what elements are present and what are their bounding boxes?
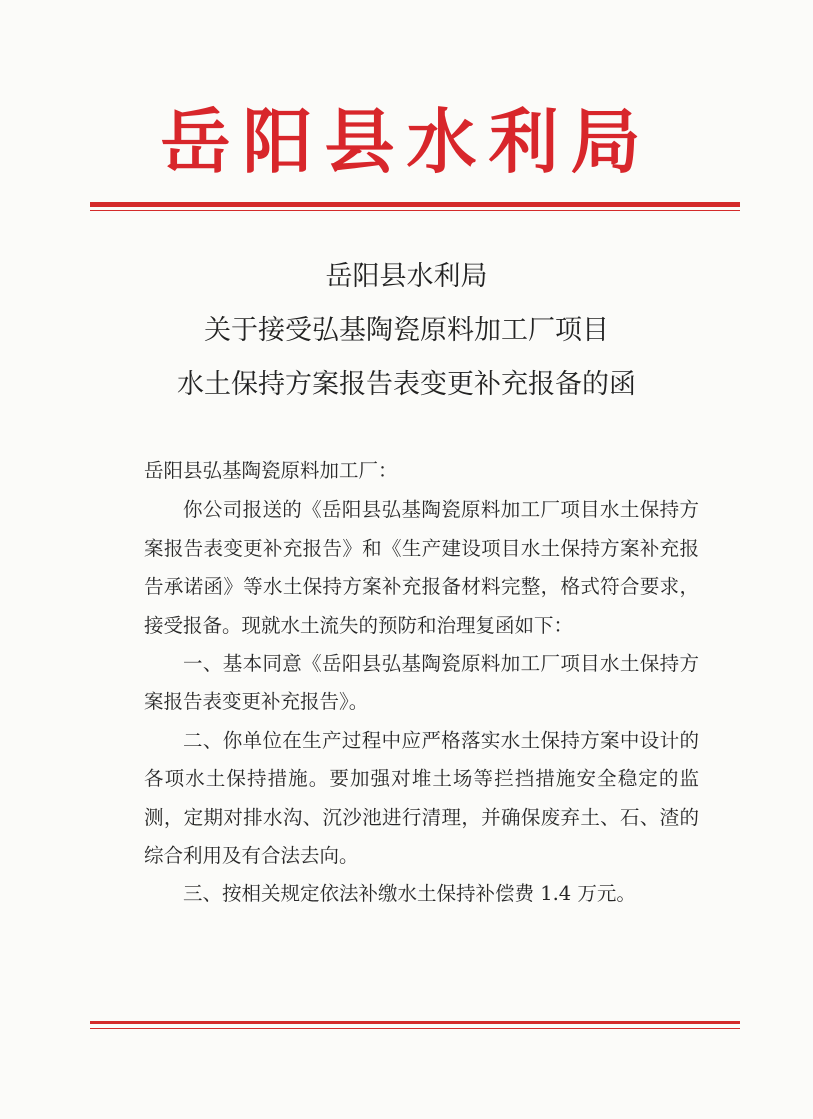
body-paragraph: 二、你单位在生产过程中应严格落实水土保持方案中设计的各项水土保持措施。要加强对堆土场等拦挡措施安全稳定的监测，定期对排水沟、沉沙池进行清理，并确保废弃土、石、渣的综合利用及有合法去向。 xyxy=(144,728,699,868)
header-rule-thick xyxy=(90,202,740,207)
letter-body xyxy=(144,452,699,914)
title-line-1: 岳阳县水利局 xyxy=(325,261,488,292)
title-line-3: 水土保持方案报告表变更补充报备的函 xyxy=(177,369,636,400)
document-title xyxy=(0,250,813,412)
organization-header: 岳阳县水利局 xyxy=(160,100,653,183)
body-paragraph: 三、按相关规定依法补缴水土保持补偿费 1.4 万元。 xyxy=(183,882,636,906)
title-line-2: 关于接受弘基陶瓷原料加工厂项目 xyxy=(204,315,609,346)
header-rule-thin xyxy=(90,210,740,211)
body-paragraph: 你公司报送的《岳阳县弘基陶瓷原料加工厂项目水土保持方案报告表变更补充报告》和《生产建设项目水土保持方案补充报告承诺函》等水土保持方案补充报备材料完整，格式符合要求，接受报备。现就水土流失的预防和治理复函如下： xyxy=(144,498,699,637)
footer-rule-thin xyxy=(90,1028,740,1029)
addressee: 岳阳县弘基陶瓷原料加工厂： xyxy=(144,459,398,482)
body-paragraph: 一、基本同意《岳阳县弘基陶瓷原料加工厂项目水土保持方案报告表变更补充报告》。 xyxy=(144,652,699,714)
footer-rule-thick xyxy=(90,1021,740,1024)
